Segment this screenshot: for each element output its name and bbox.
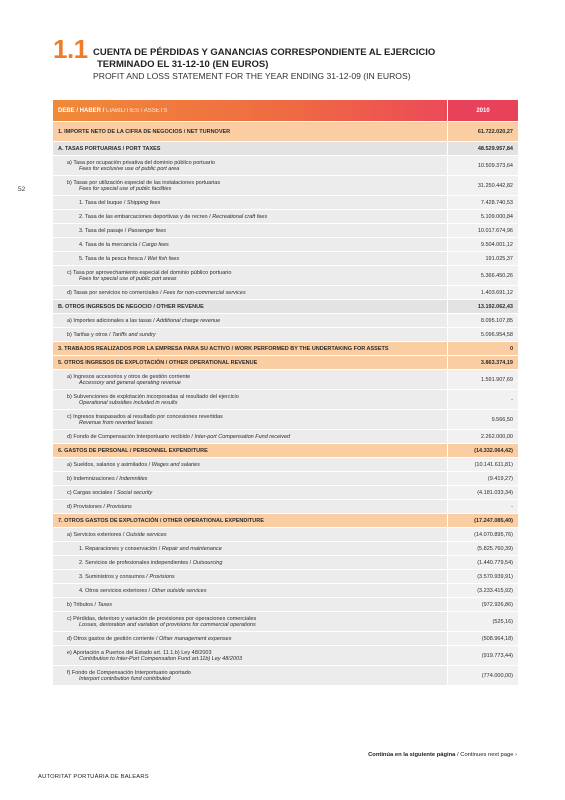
table-row (53, 666, 518, 686)
row-label-en: Additional charge revenue (156, 317, 221, 324)
row-label-es: A. TASAS PORTUARIAS / PORT TAXES (58, 145, 161, 152)
row-value: (14.332.064,42) (448, 444, 519, 458)
row-value: 48.529.957,84 (448, 142, 519, 156)
row-label (53, 584, 448, 598)
row-label (53, 224, 448, 238)
table-row (53, 142, 518, 156)
row-label-en: Repair and maintenance (161, 545, 222, 552)
table-row (53, 410, 518, 430)
header-year: 2010 (448, 100, 519, 122)
row-label-es: 1. Reparaciones y conservación / (79, 545, 162, 552)
row-label-en: Wet fish fees (147, 255, 180, 262)
row-value: (5.825.760,39) (448, 542, 519, 556)
row-label (53, 570, 448, 584)
row-value: 2.262.000,00 (448, 430, 519, 444)
row-label-en: Cargo fees (141, 241, 169, 248)
row-label-en-sub: Contribution to Inter-Port Compensation Fund art.11b) Ley 48/2003 (79, 655, 243, 662)
row-label-en: Outside services (126, 531, 167, 538)
row-label (53, 528, 448, 542)
row-label (53, 238, 448, 252)
section-title-es-line2: TERMINADO EL 31-12-10 (EN EUROS) (97, 59, 269, 70)
row-label-en-sub: Fees for special use of public port areas (79, 275, 177, 282)
row-label-es: d) Provisiones / (67, 503, 107, 510)
row-label-es: 2. Tasa de las embarcaciones deportivas y de recreo / (79, 213, 213, 220)
row-label (53, 156, 448, 176)
row-label-en-sub: Losses, derioration and variation of provisions for commercial operations (79, 621, 256, 628)
row-label (53, 444, 448, 458)
continue-note-en: / Continues next page (455, 752, 514, 758)
row-value: (4.181.033,34) (448, 486, 519, 500)
row-label-es: 5. OTROS INGRESOS DE EXPLOTACIÓN / OTHER OPERATIONAL REVENUE (58, 359, 258, 366)
table-row (53, 612, 518, 632)
table-row (53, 528, 518, 542)
row-label-es: b) Subvenciones de explotación incorporadas al resultado del ejercicio (67, 393, 239, 400)
row-label-es: 3. Suministros y consumos / (79, 573, 150, 580)
row-label (53, 196, 448, 210)
row-label (53, 122, 448, 142)
row-label-es: b) Tasas por utilización especial de las instalaciones portuarias (67, 179, 221, 186)
table-row (53, 500, 518, 514)
table-row (53, 570, 518, 584)
row-label-en-sub: Revenue from reverted leases (79, 419, 153, 426)
row-label-en-sub: Operational subsidies included in results (79, 399, 178, 406)
row-label-es: 3. TRABAJOS REALIZADOS POR LA EMPRESA PARA SU ACTIVO / WORK PERFORMED BY THE UNDERTAKING FOR ASSETS (58, 345, 389, 352)
row-label (53, 458, 448, 472)
table-header-row (53, 100, 518, 122)
row-label-es: B. OTROS INGRESOS DE NEGOCIO / OTHER REVENUE (58, 303, 204, 310)
row-value: (9.419,27) (448, 472, 519, 486)
row-label (53, 472, 448, 486)
row-label-en: Other outside services (151, 587, 207, 594)
row-value: 5.109.000,84 (448, 210, 519, 224)
row-label-es: c) Pérdidas, deterioro y variación de provisiones por operaciones comerciales (67, 615, 257, 622)
row-label (53, 210, 448, 224)
row-label (53, 142, 448, 156)
row-value: (10.141.611,81) (448, 458, 519, 472)
header-label-bold: DEBE / HABER / (58, 107, 105, 114)
table-row (53, 266, 518, 286)
table-row (53, 556, 518, 570)
row-value: - (448, 390, 519, 410)
row-label-en: Taxes (97, 601, 113, 608)
row-label-en: Recreational craft fees (212, 213, 268, 220)
row-label-es: f) Fondo de Compensación Interportuario aportado (67, 669, 191, 676)
row-label (53, 500, 448, 514)
table-row (53, 514, 518, 528)
row-label-en: Provisions (149, 573, 175, 580)
table-row (53, 286, 518, 300)
row-label (53, 486, 448, 500)
row-value: 1.403.691,12 (448, 286, 519, 300)
row-label-en-sub: Interport contribution fund contributed (79, 675, 171, 682)
row-label (53, 286, 448, 300)
row-value: 1.591.907,69 (448, 370, 519, 390)
table-row (53, 646, 518, 666)
row-value: 0 (448, 342, 519, 356)
section-title-es (93, 47, 513, 71)
row-label-en: Other management expenses (159, 635, 232, 642)
row-label-es: e) Aportación a Puertos del Estado art. 11.1.b) Ley 48/2003 (67, 649, 212, 656)
organization-name: AUTORITAT PORTUÀRIA DE BALEARS (38, 774, 149, 780)
table-row (53, 224, 518, 238)
row-value: (3.233.415,92) (448, 584, 519, 598)
page-number: 52 (18, 186, 26, 193)
row-label-es: 6. GASTOS DE PERSONAL / PERSONNEL EXPENDITURE (58, 447, 208, 454)
row-value: 191.025,37 (448, 252, 519, 266)
row-label-en: Outsourcing (192, 559, 223, 566)
row-value: 10.509.373,64 (448, 156, 519, 176)
row-value: 3.863.374,19 (448, 356, 519, 370)
row-label (53, 356, 448, 370)
row-value: (525,16) (448, 612, 519, 632)
row-label-es: 4. Otros servicios exteriores / (79, 587, 152, 594)
row-value: (17.247.085,40) (448, 514, 519, 528)
row-value: (508.964,18) (448, 632, 519, 646)
table-row (53, 598, 518, 612)
continue-note (368, 752, 517, 758)
table-row (53, 300, 518, 314)
row-label-en: Indemnities (119, 475, 148, 482)
row-label-es: c) Ingresos traspasados al resultado por concesiones revertidas (67, 413, 223, 420)
row-label (53, 410, 448, 430)
table-row (53, 156, 518, 176)
row-label (53, 612, 448, 632)
header-label (53, 100, 448, 122)
table-row (53, 314, 518, 328)
table-row (53, 252, 518, 266)
row-label-es: a) Ingresos accesorios y otros de gestión corriente (67, 373, 191, 380)
row-value: 7.428.740,53 (448, 196, 519, 210)
row-label-en-sub: Fees for exclusive use of public port area (79, 165, 180, 172)
row-value: 10.017.674,96 (448, 224, 519, 238)
table-row (53, 238, 518, 252)
row-label-en: Shipping fees (126, 199, 161, 206)
row-value: 9.504.001,12 (448, 238, 519, 252)
row-label-en: Tariffs and sundry (112, 331, 156, 338)
row-label (53, 370, 448, 390)
table-row (53, 632, 518, 646)
row-label-en: Social security (116, 489, 153, 496)
row-label-es: 1. IMPORTE NETO DE LA CIFRA DE NEGOCIOS / NET TURNOVER (58, 128, 231, 135)
row-label-es: b) Tributos / (67, 601, 98, 608)
table-row (53, 486, 518, 500)
table-row (53, 430, 518, 444)
row-label-en: Fees for non-commercial services (163, 289, 246, 296)
row-value: (972.926,86) (448, 598, 519, 612)
row-label-es: a) Tasa por ocupación privativa del dominio público portuario (67, 159, 215, 166)
row-label-en: Inter-port Compensation Fund received (194, 433, 291, 440)
row-value: (919.773,44) (448, 646, 519, 666)
section-number: 1.1 (53, 34, 88, 64)
table-row (53, 210, 518, 224)
row-value: 5.096.954,58 (448, 328, 519, 342)
table-row (53, 390, 518, 410)
row-label (53, 514, 448, 528)
row-label-es: 7. OTROS GASTOS DE EXPLOTACIÓN / OTHER OPERATIONAL EXPENDITURE (58, 517, 264, 524)
table-row (53, 342, 518, 356)
row-value: (3.570.939,91) (448, 570, 519, 584)
row-label-es: d) Otros gastos de gestión corriente / (67, 635, 160, 642)
row-label-es: a) Servicios exteriores / (67, 531, 126, 538)
row-label-en: Provisions (106, 503, 132, 510)
profit-loss-table (53, 100, 518, 686)
section-title-en: PROFIT AND LOSS STATEMENT FOR THE YEAR ENDING 31-12-09 (IN EUROS) (93, 71, 411, 81)
table-row (53, 122, 518, 142)
row-value: 5.366.450,26 (448, 266, 519, 286)
row-label (53, 314, 448, 328)
row-value: 9.566,50 (448, 410, 519, 430)
row-label-es: a) Importes adicionales a las tasas / (67, 317, 157, 324)
row-value: (1.440.779,54) (448, 556, 519, 570)
table-body (53, 122, 518, 686)
row-label-es: b) Indemnizaciones / (67, 475, 120, 482)
table-row (53, 542, 518, 556)
chevron-right-icon: › (515, 752, 517, 758)
row-label (53, 598, 448, 612)
row-label (53, 328, 448, 342)
table-row (53, 370, 518, 390)
header-label-light: LIABILITIES / ASSETS (104, 107, 168, 114)
row-label-es: c) Cargas sociales / (67, 489, 117, 496)
row-value: 8.095.107,85 (448, 314, 519, 328)
row-label-es: d) Tasas por servicios no comerciales / (67, 289, 164, 296)
row-value: - (448, 500, 519, 514)
row-value: (774.000,00) (448, 666, 519, 686)
row-label-en: Wages and salaries (151, 461, 200, 468)
table-row (53, 584, 518, 598)
row-label (53, 300, 448, 314)
row-label-es: d) Fondo de Compensación Interportuario recibido / (67, 433, 195, 440)
row-value: (14.070.895,76) (448, 528, 519, 542)
row-label (53, 176, 448, 196)
row-label-es: 4. Tasa de la mercancía / (79, 241, 142, 248)
table-row (53, 328, 518, 342)
table-row (53, 176, 518, 196)
row-label (53, 666, 448, 686)
row-label-en: Passenger fees (127, 227, 167, 234)
row-label (53, 342, 448, 356)
row-label (53, 542, 448, 556)
row-label (53, 556, 448, 570)
row-label-es: a) Sueldos, salarios y asimilados / (67, 461, 152, 468)
row-label (53, 632, 448, 646)
row-label (53, 390, 448, 410)
row-label-es: 1. Tasa del buque / (79, 199, 127, 206)
row-label (53, 266, 448, 286)
row-value: 13.192.062,43 (448, 300, 519, 314)
row-label (53, 430, 448, 444)
row-value: 61.722.020,27 (448, 122, 519, 142)
table-row (53, 444, 518, 458)
table-row (53, 196, 518, 210)
continue-note-es: Continúa en la siguiente página (368, 752, 456, 758)
row-label (53, 646, 448, 666)
section-title-es-line1: CUENTA DE PÉRDIDAS Y GANANCIAS CORRESPONDIENTE AL EJERCICIO (93, 47, 436, 58)
row-value: 31.250.442,82 (448, 176, 519, 196)
row-label-en-sub: Accessory and general operating revenue (79, 379, 181, 386)
table-row (53, 458, 518, 472)
row-label (53, 252, 448, 266)
row-label-es: 3. Tasa del pasaje / (79, 227, 128, 234)
table-row (53, 472, 518, 486)
row-label-es: c) Tasa por aprovechamiento especial del dominio público portuario (67, 269, 232, 276)
row-label-es: 5. Tasa de la pesca fresca / (79, 255, 148, 262)
row-label-es: 2. Servicios de profesionales independientes / (79, 559, 193, 566)
row-label-en-sub: Fees for special use of public facilities (79, 185, 172, 192)
table-row (53, 356, 518, 370)
row-label-es: b) Tarifas y otros / (67, 331, 113, 338)
